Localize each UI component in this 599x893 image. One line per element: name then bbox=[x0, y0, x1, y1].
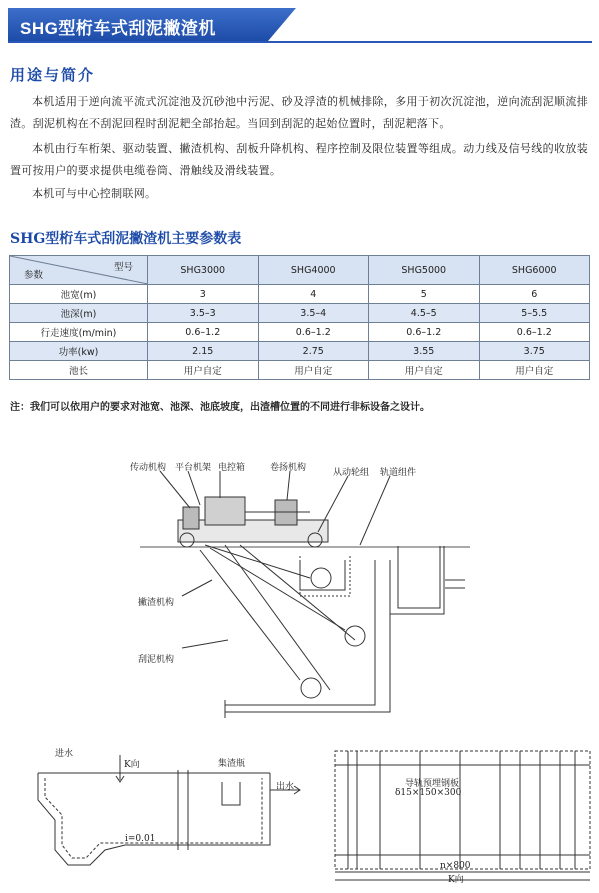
intro-paragraph-2: 本机由行车桁架、驱动装置、撇渣机构、刮板升降机构、程序控制及限位装置等组成。动力线及信号线的收放装置可按用户的要求提供电缆卷筒、滑触线及滑线装置。 bbox=[10, 142, 588, 177]
corner-param-label: 参数 bbox=[24, 270, 44, 281]
table-cell: 用户自定 bbox=[258, 361, 369, 380]
param-name: 池深(m) bbox=[10, 304, 148, 323]
label-inlet: 进水 bbox=[55, 749, 74, 759]
model-header: SHG3000 bbox=[148, 256, 259, 285]
table-cell: 4.5–5 bbox=[369, 304, 480, 323]
table-cell: 2.75 bbox=[258, 342, 369, 361]
param-name: 行走速度(m/min) bbox=[10, 323, 148, 342]
intro-title: 用途与简介 bbox=[10, 66, 96, 84]
label-plate-spec: δ15×150×300 bbox=[395, 788, 462, 798]
design-note: 注：我们可以依用户的要求对池宽、池深、池底坡度，出渣槽位置的不同进行非标设备之设计。 bbox=[10, 402, 430, 413]
label-driven-wheel: 从动轮组 bbox=[333, 468, 370, 478]
model-header: SHG6000 bbox=[479, 256, 590, 285]
label-slope: i=0.01 bbox=[125, 834, 156, 844]
table-cell: 3.55 bbox=[369, 342, 480, 361]
label-drive: 传动机构 bbox=[130, 463, 167, 473]
table-cell: 用户自定 bbox=[369, 361, 480, 380]
param-name: 功率(kw) bbox=[10, 342, 148, 361]
table-cell: 4 bbox=[258, 285, 369, 304]
label-spacing: n×800 bbox=[440, 861, 471, 871]
corner-model-label: 型号 bbox=[113, 262, 133, 273]
plan-outline bbox=[335, 751, 590, 869]
label-k-direction-plan: K向 bbox=[448, 875, 464, 885]
collector-trough bbox=[222, 782, 240, 805]
skimmer-wheel bbox=[311, 568, 331, 588]
table-cell: 0.6–1.2 bbox=[148, 323, 259, 342]
section-view bbox=[38, 755, 300, 865]
table-cell: 3 bbox=[148, 285, 259, 304]
label-skimmer: 撇渣机构 bbox=[138, 598, 175, 608]
label-collector: 集渣瓶 bbox=[218, 759, 246, 769]
table-cell: 用户自定 bbox=[479, 361, 590, 380]
page-title: SHG型桁车式刮泥撇渣机 bbox=[20, 19, 216, 38]
scraper-wheel-upper bbox=[345, 626, 365, 646]
drive-unit bbox=[183, 507, 199, 529]
label-k-direction: K向 bbox=[124, 760, 140, 770]
intro-paragraph-3: 本机可与中心控制联网。 bbox=[32, 187, 157, 200]
label-platform: 平台机架 bbox=[175, 463, 212, 473]
table-cell: 用户自定 bbox=[148, 361, 259, 380]
model-header: SHG4000 bbox=[258, 256, 369, 285]
control-box bbox=[205, 497, 245, 525]
scraper-wheel-lower bbox=[301, 678, 321, 698]
table-cell: 2.15 bbox=[148, 342, 259, 361]
label-rail: 轨道组件 bbox=[380, 468, 417, 478]
model-header: SHG5000 bbox=[369, 256, 480, 285]
table-cell: 0.6–1.2 bbox=[369, 323, 480, 342]
label-outlet: 出水 bbox=[276, 782, 295, 792]
table-cell: 3.5–3 bbox=[148, 304, 259, 323]
label-scraper: 刮泥机构 bbox=[138, 655, 175, 665]
table-cell: 0.6–1.2 bbox=[258, 323, 369, 342]
label-embedded-plate: 导轨预埋钢板 bbox=[405, 779, 460, 789]
table-title: SHG型桁车式刮泥撇渣机主要参数表 bbox=[10, 231, 242, 247]
table-cell: 5 bbox=[369, 285, 480, 304]
param-name: 池长 bbox=[10, 361, 148, 380]
label-winch: 卷扬机构 bbox=[270, 463, 307, 473]
table-cell: 0.6–1.2 bbox=[479, 323, 590, 342]
platform-frame bbox=[178, 520, 328, 542]
side-view bbox=[140, 471, 470, 718]
table-cell: 5–5.5 bbox=[479, 304, 590, 323]
param-name: 池宽(m) bbox=[10, 285, 148, 304]
intro-paragraph-1: 本机适用于逆向流平流式沉淀池及沉砂池中污泥、砂及浮渣的机械排除，多用于初次沉淀池，逆向流刮泥顺流排渣。刮泥机构在不刮泥回程时刮泥耙全部抬起。当回到刮泥的起始位置时，刮泥耙落下。 bbox=[10, 95, 588, 130]
label-control-box: 电控箱 bbox=[218, 463, 246, 473]
table-cell: 3.5–4 bbox=[258, 304, 369, 323]
table-cell: 3.75 bbox=[479, 342, 590, 361]
table-cell: 6 bbox=[479, 285, 590, 304]
